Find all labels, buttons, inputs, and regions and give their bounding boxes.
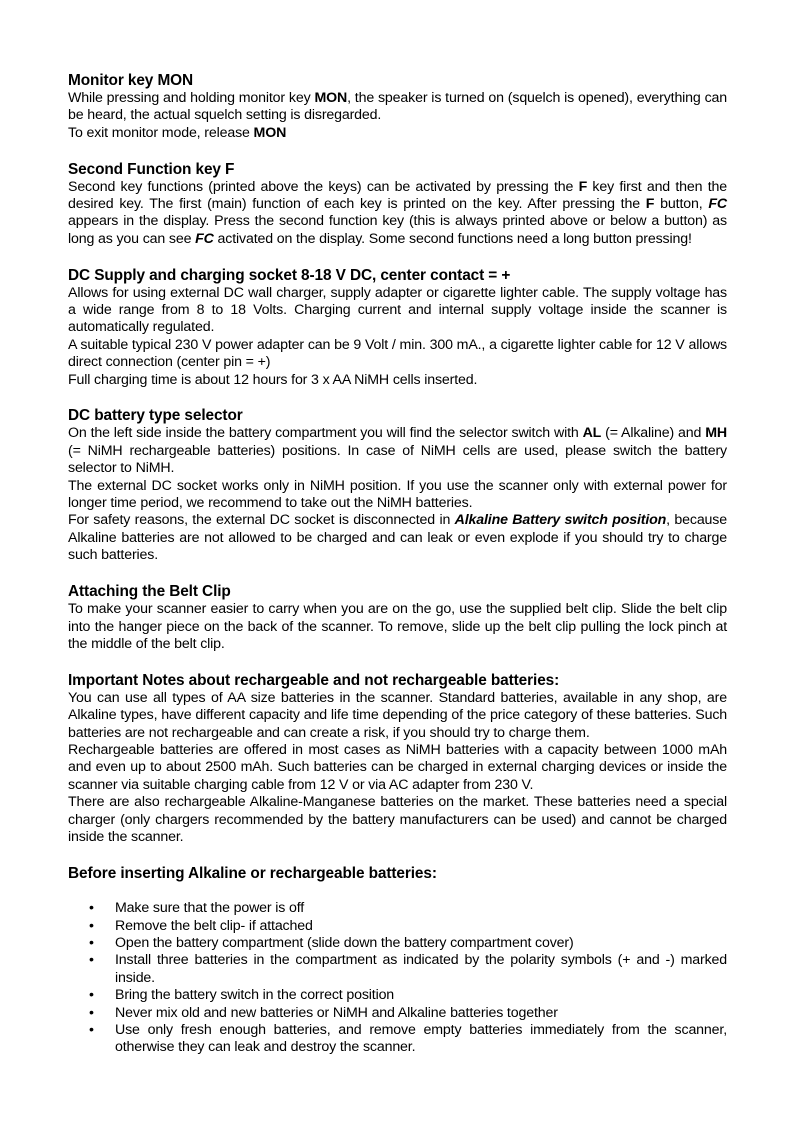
section-heading: DC battery type selector [68, 407, 243, 425]
bold-italic-term: FC [708, 196, 727, 213]
paragraph [68, 285, 727, 337]
text-run: button, [654, 196, 709, 213]
bullet-icon: • [89, 900, 94, 917]
section-monitor-key-mon [68, 71, 727, 142]
sections-container [68, 71, 727, 846]
bold-term: F [578, 178, 588, 195]
paragraph [68, 478, 727, 513]
bold-term: MH [705, 425, 727, 442]
bullet-icon: • [89, 934, 94, 951]
checklist-item [68, 1005, 727, 1022]
bullet-icon: • [89, 1004, 94, 1021]
checklist-item-text: Install three batteries in the compartment as indicated by the polarity symbols (+ and -) marked inside. [115, 952, 727, 986]
text-run: Allows for using external DC wall charger, supply adapter or cigarette lighter cable. The supply voltage has a wide range from 8 to 18 Volts. Charging current and internal supply voltage inside the scanner is automatically regulated. [68, 284, 727, 336]
checklist-item [68, 1022, 727, 1057]
section-dc-battery-type-selector [68, 406, 727, 564]
text-run: appears in the display. Press the second function key (this is always printed above or below a button) as long as you can see [68, 213, 727, 247]
checklist-heading: Before inserting Alkaline or rechargeable batteries: [68, 864, 437, 882]
text-run: To exit monitor mode, release [68, 124, 254, 141]
text-run: (= NiMH rechargeable batteries) positions. In case of NiMH cells are used, please switch the battery selector to NiMH. [68, 442, 727, 477]
checklist-item [68, 987, 727, 1004]
bullet-icon: • [89, 917, 94, 934]
paragraph [68, 90, 727, 125]
bold-term: MON [314, 90, 348, 106]
paragraph [68, 690, 727, 742]
text-run: (= Alkaline) and [601, 425, 706, 442]
text-run: You can use all types of AA size batteries in the scanner. Standard batteries, available in any shop, are Alkaline types, have different capacity and life time depending of the price category of these batteries. Such batteries are not rechargeable and can create a risk, if you should try to charge them. [68, 689, 727, 741]
section-heading: Attaching the Belt Clip [68, 583, 231, 601]
document-page [68, 71, 727, 1074]
text-run: For safety reasons, the external DC socket is disconnected in [68, 512, 455, 529]
paragraph [68, 372, 727, 389]
text-run: Full charging time is about 12 hours for 3 x AA NiMH cells inserted. [68, 371, 478, 388]
text-run: A suitable typical 230 V power adapter can be 9 Volt / min. 300 mA., a cigarette lighter cable for 12 V allows direct connection (center pin = +) [68, 336, 727, 371]
text-run: Second key functions (printed above the keys) can be activated by pressing the [68, 178, 579, 195]
section-heading: Monitor key MON [68, 72, 194, 89]
text-run: Rechargeable batteries are offered in most cases as NiMH batteries with a capacity between 1000 mAh and even up to about 2500 mAh. Such batteries can be charged in external charging devices or inside the scanner via suitable charging cable from 12 V or via AC adapter from 230 V. [68, 741, 727, 793]
checklist-item-text: Never mix old and new batteries or NiMH and Alkaline batteries together [115, 1004, 558, 1021]
paragraph [68, 794, 727, 846]
text-run: activated on the display. Some second functions need a long button pressing! [213, 230, 692, 247]
section-second-function-key-f [68, 160, 727, 249]
bold-term: MON [253, 124, 287, 141]
checklist-item-text: Open the battery compartment (slide down the battery compartment cover) [115, 934, 574, 951]
checklist-list [68, 900, 727, 1057]
text-run: , the speaker is turned on (squelch is opened), everything can be heard, the actual squelch setting is disregarded. [68, 90, 727, 124]
section-heading: Second Function key F [68, 160, 235, 178]
section-battery-checklist [68, 864, 727, 1057]
text-run: On the left side inside the battery compartment you will find the selector switch with [68, 425, 583, 442]
text-run: , because Alkaline batteries are not allowed to be charged and can leak or even explode if you should try to charge such batteries. [68, 512, 727, 564]
checklist-item-text: Make sure that the power is off [115, 900, 305, 917]
text-run: The external DC socket works only in NiMH position. If you use the scanner only with external power for longer time period, we recommend to take out the NiMH batteries. [68, 477, 727, 512]
bold-italic-term: Alkaline Battery switch position [454, 512, 667, 529]
section-heading: DC Supply and charging socket 8-18 V DC, center contact = + [68, 266, 511, 284]
section-attaching-the-belt-clip [68, 582, 727, 653]
text-run: To make your scanner easier to carry when you are on the go, use the supplied belt clip. Slide the belt clip into the hanger piece on the back of the scanner. To remove, slide up the belt clip pulling the lock pinch at the middle of the belt clip. [68, 601, 727, 652]
paragraph [68, 425, 727, 477]
paragraph [68, 601, 727, 653]
checklist-item [68, 900, 727, 917]
text-run: There are also rechargeable Alkaline-Manganese batteries on the market. These batteries need a special charger (only chargers recommended by the battery manufacturers can be used) and cannot be charged inside the scanner. [68, 794, 727, 845]
section-important-notes-about-rechargeable-and-n [68, 671, 727, 847]
bold-term: AL [582, 425, 602, 442]
checklist-item [68, 952, 727, 987]
section-dc-supply-and-charging-socket-8-18-v-dc- [68, 266, 727, 389]
checklist-item-text: Remove the belt clip- if attached [115, 917, 313, 934]
checklist-item [68, 918, 727, 935]
paragraph [68, 512, 727, 564]
spacer [68, 883, 727, 900]
text-run: key first and then the desired key. The first (main) function of each key is printed on the key. After pressing the [68, 178, 727, 213]
paragraph [68, 337, 727, 372]
paragraph [68, 179, 727, 249]
checklist-item-text: Bring the battery switch in the correct position [115, 987, 395, 1004]
section-heading: Important Notes about rechargeable and not rechargeable batteries: [68, 671, 560, 689]
checklist-item-text: Use only fresh enough batteries, and remove empty batteries immediately from the scanner, otherwise they can leak and destroy the scanner. [115, 1021, 727, 1056]
text-run: While pressing and holding monitor key [68, 90, 315, 106]
bold-term: F [645, 196, 655, 213]
bullet-icon: • [89, 1021, 94, 1038]
bold-italic-term: FC [195, 230, 214, 247]
checklist-item [68, 935, 727, 952]
bullet-icon: • [89, 987, 94, 1004]
paragraph [68, 742, 727, 794]
paragraph [68, 125, 727, 142]
bullet-icon: • [89, 952, 94, 969]
